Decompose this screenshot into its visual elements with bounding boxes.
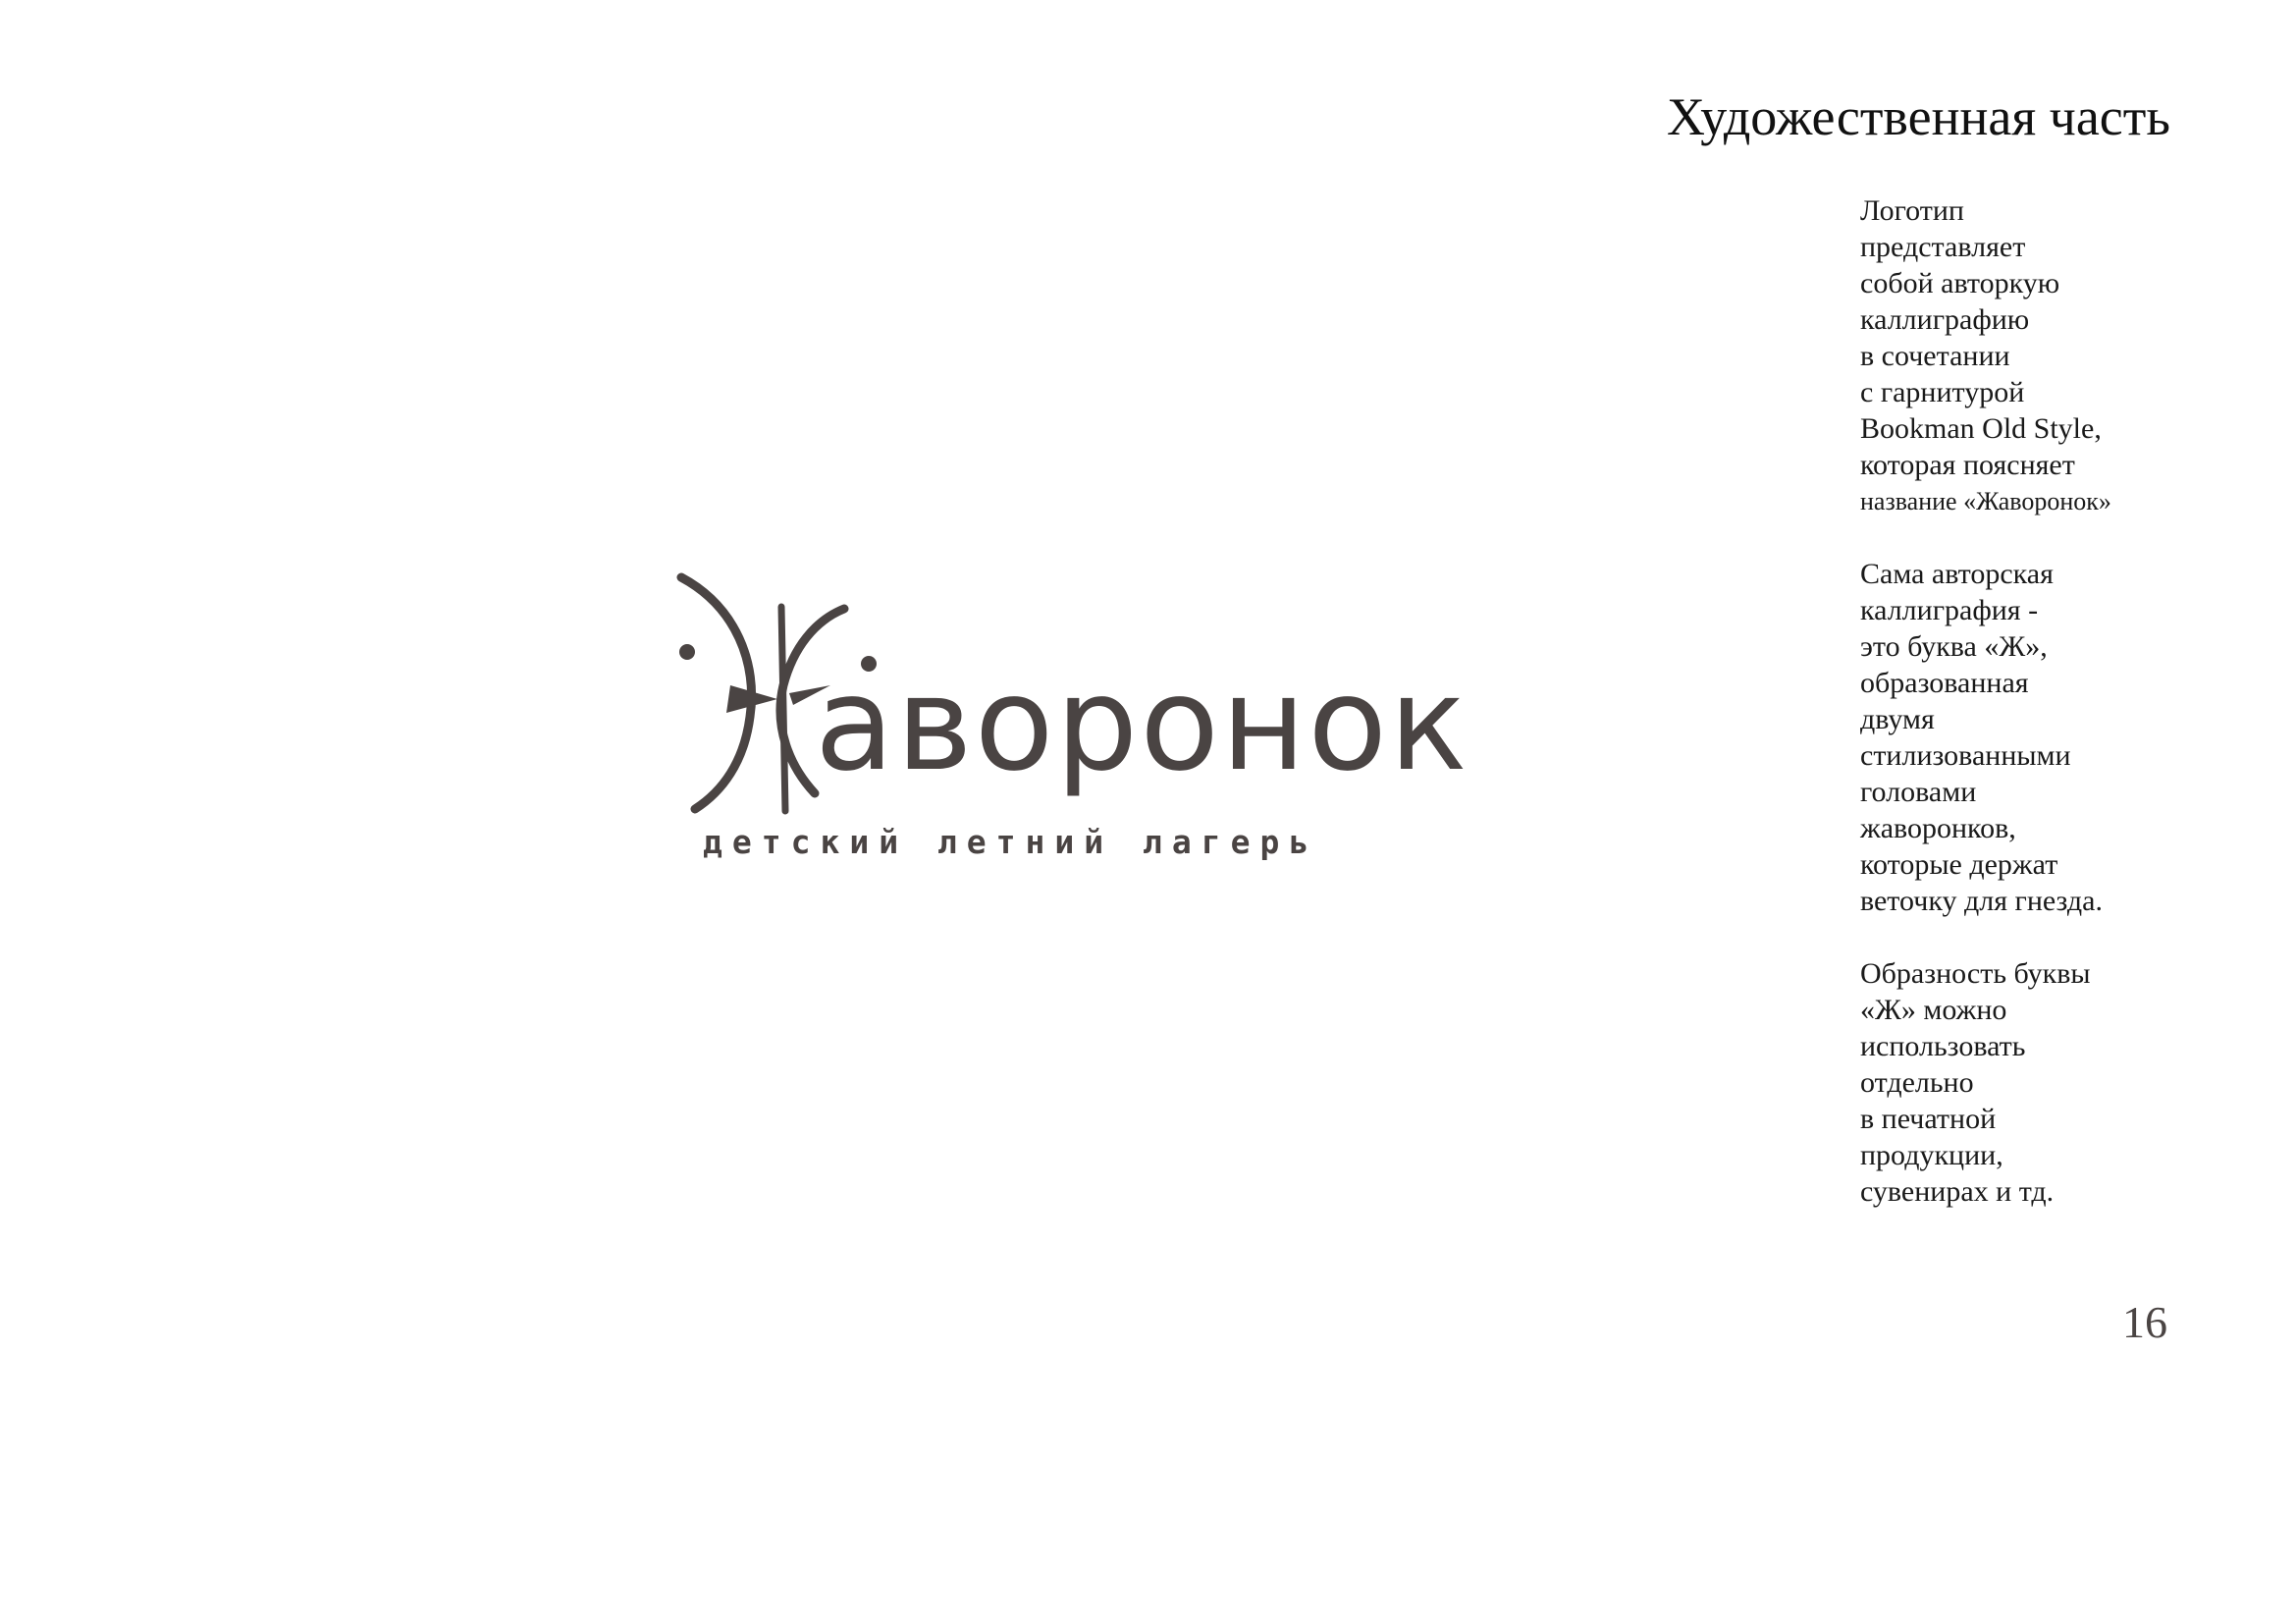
description-paragraph-3 <box>1860 955 2194 1210</box>
description-paragraph-1 <box>1860 192 2194 519</box>
text-line: которая поясняет <box>1860 449 2075 481</box>
text-line: Образность буквы <box>1860 957 2091 990</box>
text-line: образованная <box>1860 667 2029 699</box>
text-line: продукции, <box>1860 1139 2003 1171</box>
text-line: сувенирах и тд. <box>1860 1175 2055 1208</box>
page-title: Художественная часть <box>1666 87 2170 146</box>
camp-logo <box>667 569 1469 884</box>
logo-description <box>1860 192 2194 1246</box>
text-line: двумя <box>1860 703 1935 735</box>
text-line: веточку для гнезда. <box>1860 885 2103 917</box>
text-line: Bookman Old Style, <box>1860 412 2102 445</box>
description-paragraph-2 <box>1860 556 2194 919</box>
text-line: собой авторкую <box>1860 267 2060 299</box>
text-line: это буква «Ж», <box>1860 630 2048 663</box>
text-line: Сама авторская <box>1860 558 2054 590</box>
text-line: Логотип <box>1860 194 1964 227</box>
text-line: головами <box>1860 776 1977 808</box>
text-line: каллиграфию <box>1860 303 2030 336</box>
text-line: в сочетании <box>1860 340 2010 372</box>
text-line: которые держат <box>1860 848 2058 881</box>
logo-wordmark: аворонок <box>815 649 1469 800</box>
text-line: с гарнитурой <box>1860 376 2025 408</box>
text-line: отдельно <box>1860 1066 1974 1099</box>
logo-tagline: детский летний лагерь <box>703 823 1319 861</box>
text-line: в печатной <box>1860 1103 1997 1135</box>
text-line: представляет <box>1860 231 2026 263</box>
page-number: 16 <box>2122 1297 2167 1347</box>
text-line: «Ж» можно <box>1860 994 2007 1026</box>
text-line: название «Жаворонок» <box>1860 487 2111 515</box>
text-line: использовать <box>1860 1030 2026 1062</box>
text-line: каллиграфия - <box>1860 594 2039 626</box>
text-line: стилизованными <box>1860 739 2071 772</box>
text-line: жаворонков, <box>1860 812 2016 844</box>
